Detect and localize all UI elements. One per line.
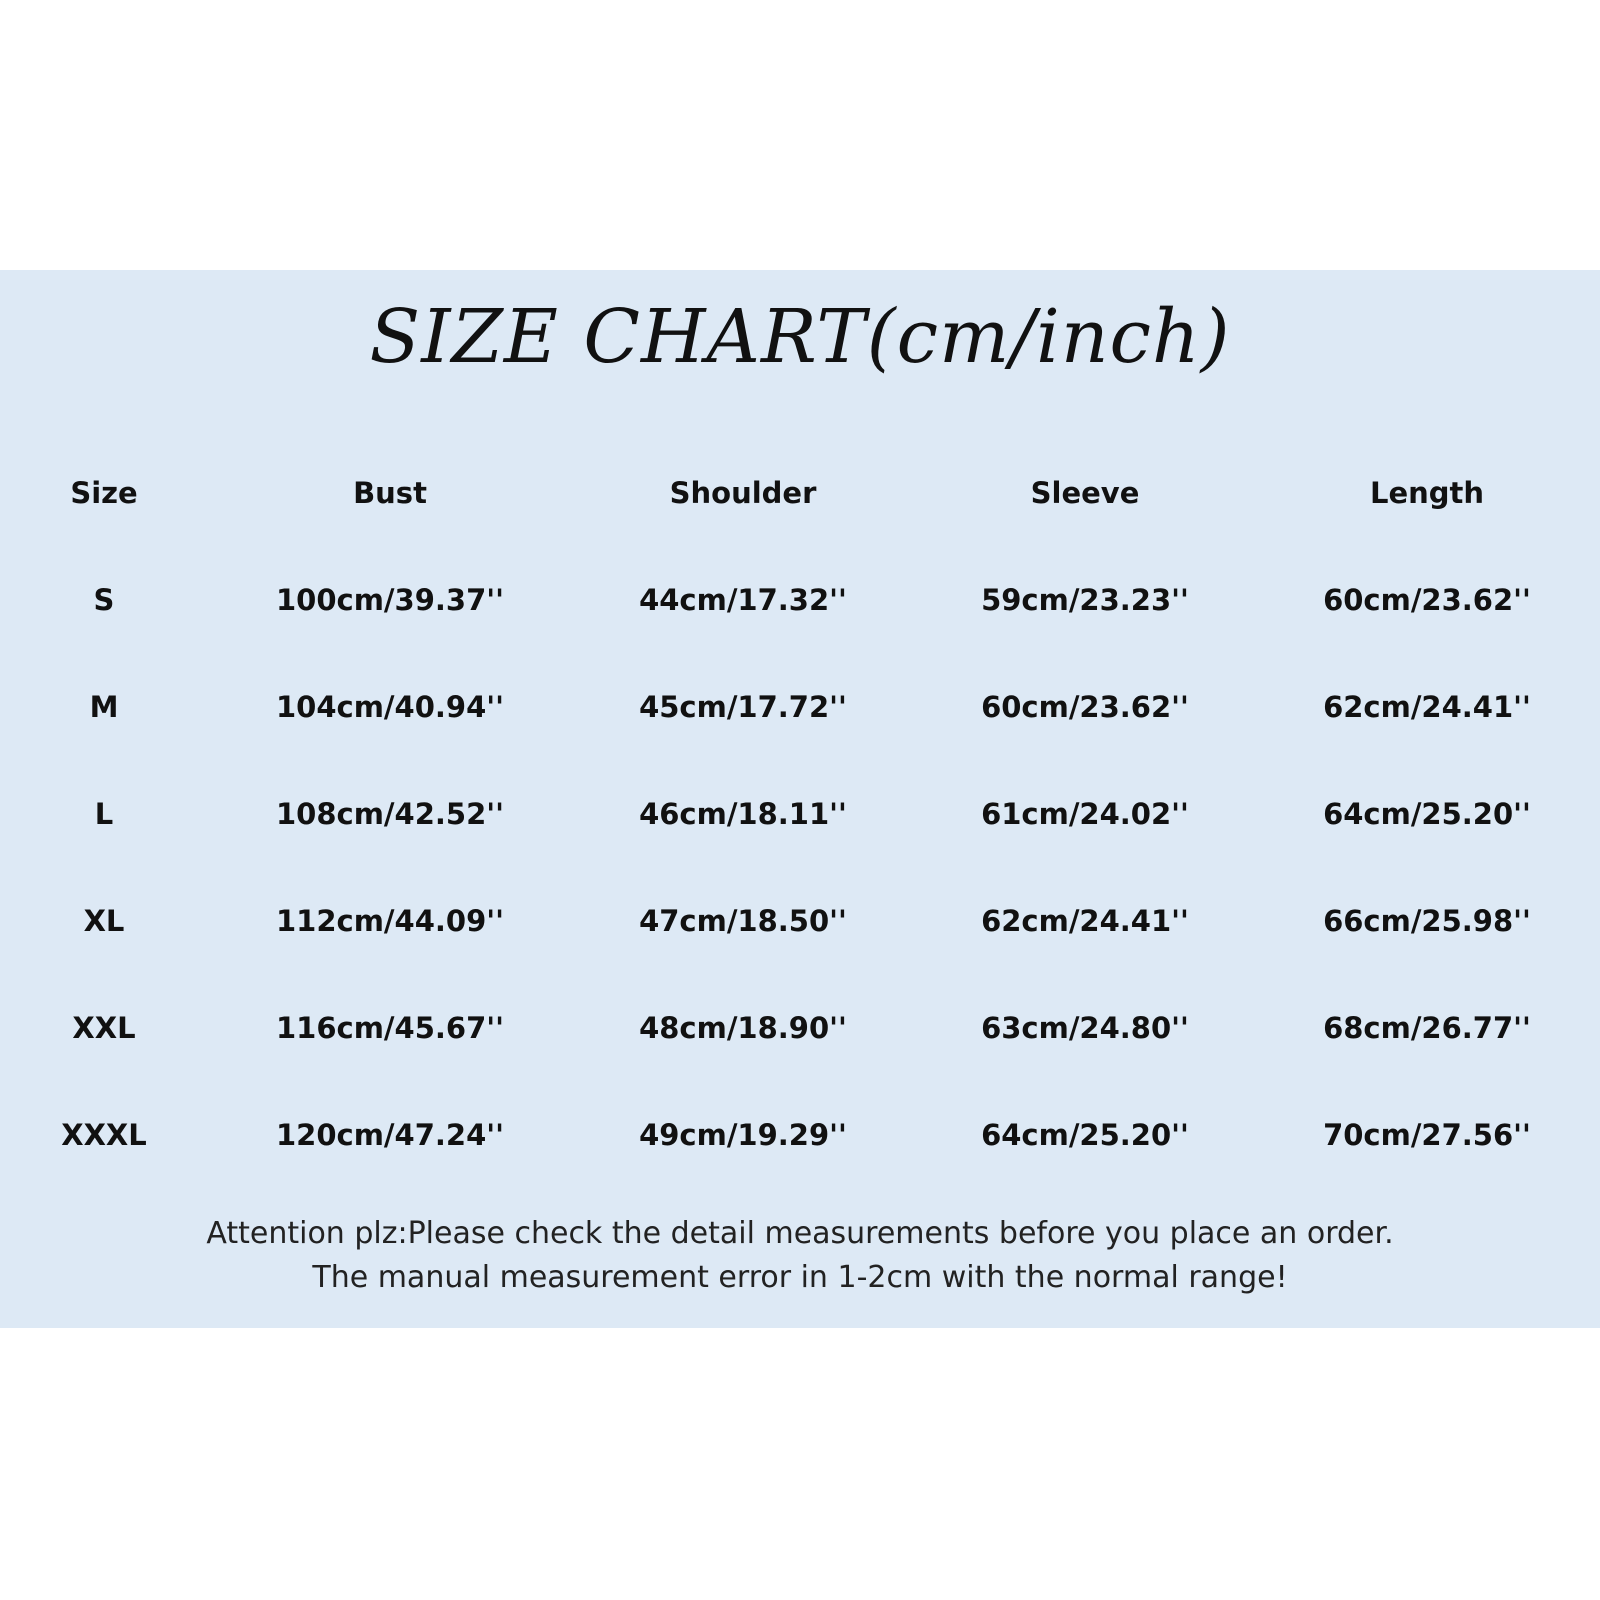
table-cell-sleeve: 63cm/24.80'' xyxy=(981,1011,1189,1045)
column-header-length: Length xyxy=(1369,476,1485,510)
column-header-bust: Bust xyxy=(353,476,427,510)
table-cell-bust: 112cm/44.09'' xyxy=(275,904,505,938)
table-cell-bust: 108cm/42.52'' xyxy=(275,797,505,831)
table-cell-shoulder: 49cm/19.29'' xyxy=(639,1118,847,1152)
table-cell-length: 70cm/27.56'' xyxy=(1323,1118,1531,1152)
table-cell-sleeve: 62cm/24.41'' xyxy=(981,904,1189,938)
table-cell-length: 62cm/24.41'' xyxy=(1323,690,1531,724)
table-cell-bust: 120cm/47.24'' xyxy=(275,1118,505,1152)
table-cell-size: L xyxy=(94,797,114,831)
table-cell-length: 66cm/25.98'' xyxy=(1323,904,1531,938)
table-cell-sleeve: 64cm/25.20'' xyxy=(981,1118,1189,1152)
attention-note: Attention plz:Please check the detail measurements before you place an order. xyxy=(206,1216,1394,1251)
column-header-shoulder: Shoulder xyxy=(669,476,817,510)
table-cell-size: XL xyxy=(83,904,125,938)
table-cell-sleeve: 59cm/23.23'' xyxy=(981,583,1189,617)
column-header-size: Size xyxy=(70,476,138,510)
table-cell-length: 68cm/26.77'' xyxy=(1323,1011,1531,1045)
table-cell-bust: 100cm/39.37'' xyxy=(275,583,505,617)
table-cell-shoulder: 46cm/18.11'' xyxy=(639,797,847,831)
table-cell-shoulder: 47cm/18.50'' xyxy=(639,904,847,938)
table-cell-shoulder: 45cm/17.72'' xyxy=(639,690,847,724)
table-cell-sleeve: 60cm/23.62'' xyxy=(981,690,1189,724)
table-cell-size: XXXL xyxy=(61,1118,147,1152)
table-cell-bust: 116cm/45.67'' xyxy=(275,1011,505,1045)
table-cell-size: XXL xyxy=(72,1011,136,1045)
measurement-error-note: The manual measurement error in 1-2cm with the normal range! xyxy=(312,1260,1288,1295)
table-cell-shoulder: 44cm/17.32'' xyxy=(639,583,847,617)
table-cell-bust: 104cm/40.94'' xyxy=(275,690,505,724)
table-cell-size: S xyxy=(93,583,115,617)
table-cell-sleeve: 61cm/24.02'' xyxy=(981,797,1189,831)
size-chart-title: SIZE CHART(cm/inch) xyxy=(369,294,1231,380)
table-cell-length: 64cm/25.20'' xyxy=(1323,797,1531,831)
column-header-sleeve: Sleeve xyxy=(1030,476,1140,510)
table-cell-length: 60cm/23.62'' xyxy=(1323,583,1531,617)
table-cell-shoulder: 48cm/18.90'' xyxy=(639,1011,847,1045)
table-cell-size: M xyxy=(89,690,119,724)
